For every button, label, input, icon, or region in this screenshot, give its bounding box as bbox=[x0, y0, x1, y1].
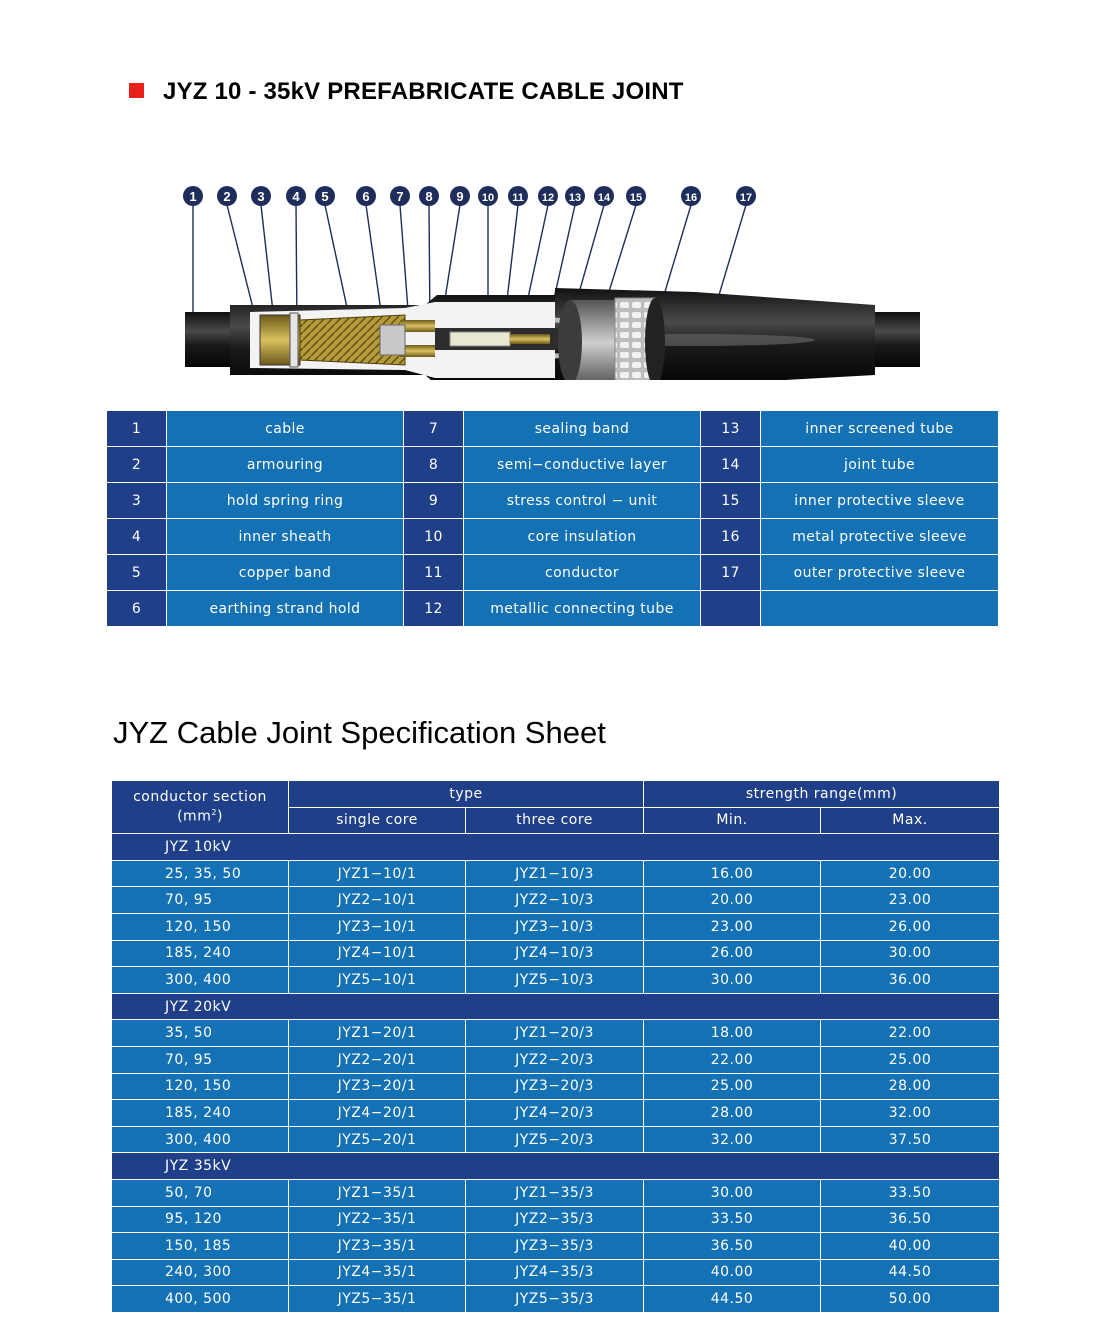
legend-row bbox=[107, 591, 999, 627]
single-core-cell: JYZ1−10/1 bbox=[289, 860, 466, 887]
min-cell: 30.00 bbox=[644, 1179, 821, 1206]
legend-label bbox=[761, 591, 999, 627]
single-core-cell: JYZ4−35/1 bbox=[289, 1259, 466, 1286]
legend-row bbox=[107, 519, 999, 555]
table-row bbox=[112, 1073, 1000, 1100]
legend-number: 4 bbox=[107, 519, 167, 555]
legend-number: 12 bbox=[404, 591, 464, 627]
single-core-cell: JYZ1−35/1 bbox=[289, 1179, 466, 1206]
spec-group-label: JYZ 10kV bbox=[112, 834, 1000, 861]
callout-7: 7 bbox=[396, 189, 404, 204]
three-core-cell: JYZ5−35/3 bbox=[466, 1286, 644, 1313]
three-core-cell: JYZ2−20/3 bbox=[466, 1046, 644, 1073]
min-cell: 32.00 bbox=[644, 1126, 821, 1153]
three-core-cell: JYZ4−20/3 bbox=[466, 1100, 644, 1127]
min-cell: 30.00 bbox=[644, 967, 821, 994]
legend-label: core insulation bbox=[464, 519, 701, 555]
max-cell: 37.50 bbox=[821, 1126, 1000, 1153]
legend-number: 14 bbox=[701, 447, 761, 483]
legend-label: metal protective sleeve bbox=[761, 519, 999, 555]
max-header: Max. bbox=[821, 807, 1000, 834]
page-title: JYZ 10 - 35kV PREFABRICATE CABLE JOINT bbox=[163, 78, 684, 105]
callout-14: 14 bbox=[597, 192, 611, 204]
three-core-cell: JYZ3−10/3 bbox=[466, 913, 644, 940]
legend-number: 16 bbox=[701, 519, 761, 555]
spec-group-row bbox=[112, 1153, 1000, 1180]
conductor-section-cell: 50, 70 bbox=[112, 1179, 289, 1206]
three-core-cell: JYZ1−20/3 bbox=[466, 1020, 644, 1047]
callout-5: 5 bbox=[321, 189, 329, 204]
table-row bbox=[112, 1100, 1000, 1127]
max-cell: 22.00 bbox=[821, 1020, 1000, 1047]
legend-number: 1 bbox=[107, 411, 167, 447]
max-cell: 23.00 bbox=[821, 887, 1000, 914]
min-cell: 36.50 bbox=[644, 1233, 821, 1260]
callout-17: 17 bbox=[739, 192, 753, 204]
max-cell: 28.00 bbox=[821, 1073, 1000, 1100]
component-legend-table bbox=[106, 410, 999, 627]
table-row bbox=[112, 860, 1000, 887]
single-core-cell: JYZ1−20/1 bbox=[289, 1020, 466, 1047]
max-cell: 30.00 bbox=[821, 940, 1000, 967]
callout-9: 9 bbox=[456, 189, 464, 204]
conductor-section-cell: 120, 150 bbox=[112, 1073, 289, 1100]
max-cell: 36.50 bbox=[821, 1206, 1000, 1233]
unit-superscript: 2 bbox=[211, 808, 217, 818]
three-core-cell: JYZ1−35/3 bbox=[466, 1179, 644, 1206]
single-core-cell: JYZ2−35/1 bbox=[289, 1206, 466, 1233]
legend-row bbox=[107, 555, 999, 591]
single-core-cell: JYZ3−35/1 bbox=[289, 1233, 466, 1260]
legend-number: 5 bbox=[107, 555, 167, 591]
spec-table-body bbox=[112, 834, 1000, 1313]
table-row bbox=[112, 1020, 1000, 1047]
conductor-section-cell: 240, 300 bbox=[112, 1259, 289, 1286]
legend-label: inner sheath bbox=[167, 519, 404, 555]
callout-markers bbox=[183, 186, 756, 206]
legend-number: 3 bbox=[107, 483, 167, 519]
legend-label: stress control − unit bbox=[464, 483, 701, 519]
three-core-cell: JYZ2−35/3 bbox=[466, 1206, 644, 1233]
callout-1: 1 bbox=[189, 189, 197, 204]
type-header: type bbox=[289, 781, 644, 808]
table-row bbox=[112, 1286, 1000, 1313]
legend-label: copper band bbox=[167, 555, 404, 591]
legend-number: 10 bbox=[404, 519, 464, 555]
three-core-cell: JYZ1−10/3 bbox=[466, 860, 644, 887]
legend-row bbox=[107, 483, 999, 519]
conductor-section-cell: 95, 120 bbox=[112, 1206, 289, 1233]
callout-16: 16 bbox=[684, 192, 698, 204]
unit-label: (mm bbox=[177, 808, 212, 825]
min-cell: 44.50 bbox=[644, 1286, 821, 1313]
table-row bbox=[112, 913, 1000, 940]
legend-number: 9 bbox=[404, 483, 464, 519]
min-cell: 40.00 bbox=[644, 1259, 821, 1286]
title-bullet bbox=[129, 83, 144, 98]
min-cell: 25.00 bbox=[644, 1073, 821, 1100]
max-cell: 32.00 bbox=[821, 1100, 1000, 1127]
conductor-section-cell: 25, 35, 50 bbox=[112, 860, 289, 887]
legend-row bbox=[107, 411, 999, 447]
conductor-section-cell: 300, 400 bbox=[112, 1126, 289, 1153]
callout-2: 2 bbox=[223, 189, 231, 204]
conductor-section-cell: 400, 500 bbox=[112, 1286, 289, 1313]
min-cell: 18.00 bbox=[644, 1020, 821, 1047]
legend-number bbox=[701, 591, 761, 627]
strength-range-header: strength range(mm) bbox=[644, 781, 1000, 808]
legend-number: 13 bbox=[701, 411, 761, 447]
min-cell: 16.00 bbox=[644, 860, 821, 887]
legend-number: 8 bbox=[404, 447, 464, 483]
conductor-section-cell: 70, 95 bbox=[112, 1046, 289, 1073]
single-core-cell: JYZ2−10/1 bbox=[289, 887, 466, 914]
max-cell: 50.00 bbox=[821, 1286, 1000, 1313]
max-cell: 40.00 bbox=[821, 1233, 1000, 1260]
legend-label: joint tube bbox=[761, 447, 999, 483]
callout-15: 15 bbox=[629, 192, 643, 204]
max-cell: 20.00 bbox=[821, 860, 1000, 887]
min-cell: 33.50 bbox=[644, 1206, 821, 1233]
spec-group-row bbox=[112, 834, 1000, 861]
conductor-section-cell: 120, 150 bbox=[112, 913, 289, 940]
single-core-cell: JYZ3−20/1 bbox=[289, 1073, 466, 1100]
spec-table bbox=[111, 780, 1000, 1313]
table-row bbox=[112, 1259, 1000, 1286]
spec-group-row bbox=[112, 993, 1000, 1020]
single-core-cell: JYZ5−10/1 bbox=[289, 967, 466, 994]
callout-8: 8 bbox=[425, 189, 433, 204]
spec-group-label: JYZ 20kV bbox=[112, 993, 1000, 1020]
legend-number: 7 bbox=[404, 411, 464, 447]
min-header: Min. bbox=[644, 807, 821, 834]
conductor-section-header bbox=[112, 781, 289, 834]
callout-10: 10 bbox=[481, 192, 495, 204]
table-row bbox=[112, 1179, 1000, 1206]
callout-6: 6 bbox=[362, 189, 370, 204]
legend-label: conductor bbox=[464, 555, 701, 591]
legend-row bbox=[107, 447, 999, 483]
legend-label: sealing band bbox=[464, 411, 701, 447]
max-cell: 25.00 bbox=[821, 1046, 1000, 1073]
single-core-cell: JYZ3−10/1 bbox=[289, 913, 466, 940]
single-core-cell: JYZ4−10/1 bbox=[289, 940, 466, 967]
callout-11: 11 bbox=[512, 192, 524, 204]
legend-label: inner protective sleeve bbox=[761, 483, 999, 519]
three-core-cell: JYZ2−10/3 bbox=[466, 887, 644, 914]
spec-header-row bbox=[112, 781, 1000, 808]
spec-sheet-title: JYZ Cable Joint Specification Sheet bbox=[113, 715, 606, 750]
table-row bbox=[112, 940, 1000, 967]
legend-number: 2 bbox=[107, 447, 167, 483]
three-core-cell: JYZ4−10/3 bbox=[466, 940, 644, 967]
unit-close: ) bbox=[216, 808, 223, 825]
legend-number: 17 bbox=[701, 555, 761, 591]
spec-group-label: JYZ 35kV bbox=[112, 1153, 1000, 1180]
table-row bbox=[112, 1206, 1000, 1233]
table-row bbox=[112, 1046, 1000, 1073]
single-core-cell: JYZ4−20/1 bbox=[289, 1100, 466, 1127]
conductor-section-label: conductor section bbox=[133, 789, 267, 806]
conductor-section-cell: 35, 50 bbox=[112, 1020, 289, 1047]
min-cell: 20.00 bbox=[644, 887, 821, 914]
three-core-header: three core bbox=[466, 807, 644, 834]
table-row bbox=[112, 887, 1000, 914]
min-cell: 23.00 bbox=[644, 913, 821, 940]
legend-label: armouring bbox=[167, 447, 404, 483]
conductor-section-cell: 150, 185 bbox=[112, 1233, 289, 1260]
min-cell: 28.00 bbox=[644, 1100, 821, 1127]
conductor-section-cell: 70, 95 bbox=[112, 887, 289, 914]
table-row bbox=[112, 1233, 1000, 1260]
callout-3: 3 bbox=[257, 189, 265, 204]
table-row bbox=[112, 1126, 1000, 1153]
legend-label: hold spring ring bbox=[167, 483, 404, 519]
max-cell: 26.00 bbox=[821, 913, 1000, 940]
three-core-cell: JYZ5−10/3 bbox=[466, 967, 644, 994]
max-cell: 33.50 bbox=[821, 1179, 1000, 1206]
single-core-cell: JYZ2−20/1 bbox=[289, 1046, 466, 1073]
conductor-section-cell: 185, 240 bbox=[112, 1100, 289, 1127]
legend-number: 6 bbox=[107, 591, 167, 627]
callout-12: 12 bbox=[541, 192, 555, 204]
single-core-cell: JYZ5−35/1 bbox=[289, 1286, 466, 1313]
min-cell: 22.00 bbox=[644, 1046, 821, 1073]
legend-label: cable bbox=[167, 411, 404, 447]
legend-number: 15 bbox=[701, 483, 761, 519]
table-row bbox=[112, 967, 1000, 994]
legend-label: inner screened tube bbox=[761, 411, 999, 447]
three-core-cell: JYZ3−20/3 bbox=[466, 1073, 644, 1100]
cable-joint-diagram bbox=[175, 180, 935, 380]
callout-13: 13 bbox=[568, 192, 582, 204]
legend-label: earthing strand hold bbox=[167, 591, 404, 627]
three-core-cell: JYZ4−35/3 bbox=[466, 1259, 644, 1286]
three-core-cell: JYZ3−35/3 bbox=[466, 1233, 644, 1260]
single-core-header: single core bbox=[289, 807, 466, 834]
conductor-section-cell: 185, 240 bbox=[112, 940, 289, 967]
single-core-cell: JYZ5−20/1 bbox=[289, 1126, 466, 1153]
callout-4: 4 bbox=[292, 189, 300, 204]
legend-label: semi−conductive layer bbox=[464, 447, 701, 483]
legend-number: 11 bbox=[404, 555, 464, 591]
three-core-cell: JYZ5−20/3 bbox=[466, 1126, 644, 1153]
max-cell: 36.00 bbox=[821, 967, 1000, 994]
max-cell: 44.50 bbox=[821, 1259, 1000, 1286]
legend-label: metallic connecting tube bbox=[464, 591, 701, 627]
min-cell: 26.00 bbox=[644, 940, 821, 967]
conductor-section-cell: 300, 400 bbox=[112, 967, 289, 994]
legend-label: outer protective sleeve bbox=[761, 555, 999, 591]
